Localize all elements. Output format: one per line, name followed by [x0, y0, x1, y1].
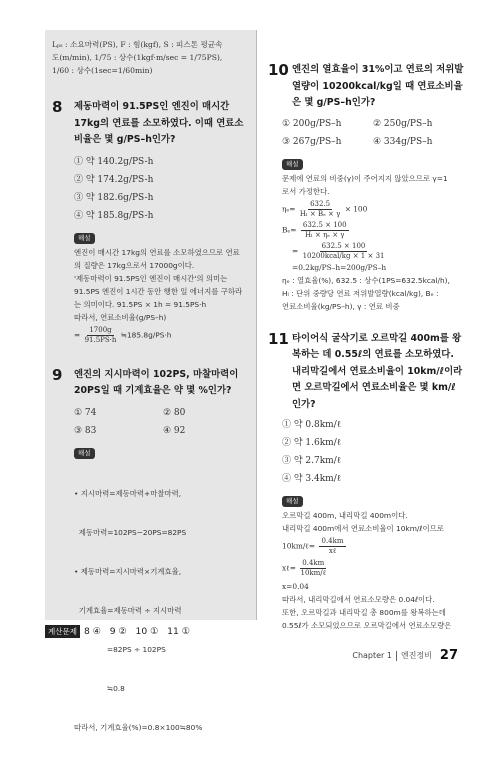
- solution-line: 는 의미이다. 91.5PS × 1h = 91.5PS·h: [74, 299, 207, 309]
- right-column: [268, 62, 464, 632]
- question-number: 10: [268, 61, 289, 79]
- solution-line: 제동마력=102PS−20PS=82PS: [74, 527, 187, 537]
- equation-1: [282, 537, 464, 556]
- solution-line: 의 질량은 17kg으로서 17000g이다.: [74, 260, 195, 270]
- solution-line: ηₑ : 열효율(%), 632.5 : 상수(1PS=632.5kcal/h),: [282, 275, 450, 285]
- fraction-numerator: 1700g: [89, 325, 112, 334]
- question-10: [268, 62, 464, 313]
- solution-line: 기계효율=제동마력 ÷ 지시마력: [74, 605, 182, 615]
- question-text: 제동마력이 91.5PS인 엔진이 매시간 17kg의 연료를 소모하였다. 이때 연료소비율은 몇 g/PS–h인가?: [74, 101, 244, 145]
- solution-line: '제동마력이 91.5PS인 엔진이 매시간'의 의미는: [74, 273, 228, 283]
- fraction: [300, 559, 326, 578]
- solution-line: ≒0.8: [74, 683, 125, 693]
- eq-right: × 100: [344, 204, 368, 213]
- option-2[interactable]: ② 약 174.2g/PS-h: [74, 174, 154, 185]
- solution-text: [282, 509, 464, 632]
- solution-badge: 해설: [74, 448, 95, 459]
- answer-key: [45, 625, 190, 638]
- solution-line: 엔진이 매시간 17kg의 연료를 소모하였으므로 연료: [74, 247, 240, 257]
- option-4[interactable]: ④ 약 185.8g/PS-h: [74, 210, 154, 221]
- option-4[interactable]: ④ 334g/PS–h: [373, 136, 433, 147]
- fraction-numerator: 632.5 × 100: [321, 241, 366, 250]
- solution-line: 따라서, 연료소비율(g/PS–h): [74, 312, 167, 322]
- question-number: 8: [52, 98, 63, 116]
- fraction-denominator: 91.5PS·h: [84, 335, 117, 344]
- question-number: 9: [52, 365, 63, 384]
- solution-text: [282, 172, 464, 313]
- equation-2: [282, 559, 464, 578]
- fraction-denominator: Hₗ × ηₑ × γ: [304, 230, 345, 239]
- fraction-denominator: 10km/ℓ: [300, 569, 327, 577]
- solution-line: 91.5PS 엔진이 1시간 동안 행한 일 에너지를 구하라: [74, 286, 243, 296]
- fraction-denominator: xℓ: [328, 547, 337, 555]
- solution-line: 또한, 오르막길과 내리막길 총 800m를 왕복하는데: [282, 608, 446, 617]
- option-4[interactable]: ④ 약 3.4km/ℓ: [282, 474, 342, 484]
- equation-3: [282, 242, 464, 261]
- fraction-numerator: 632.5: [310, 199, 331, 208]
- page-footer: [352, 648, 458, 663]
- question-9: [52, 367, 252, 760]
- section-label: 엔진정비: [400, 651, 432, 660]
- solution-line: Hₗ : 단위 중량당 연료 저위발열량(kcal/kg), Bₑ :: [282, 288, 439, 298]
- page-number: 27: [439, 648, 458, 663]
- option-2[interactable]: ② 250g/PS–h: [373, 118, 433, 129]
- intro-line: 도(m/min), 1/75 : 상수(1kgf·m/sec = 1/75PS),: [52, 53, 223, 62]
- option-3[interactable]: ③ 267g/PS–h: [282, 136, 342, 147]
- option-1[interactable]: ① 200g/PS–h: [282, 118, 342, 129]
- fraction: [303, 242, 385, 261]
- fraction: [301, 221, 349, 240]
- solution-line: 내리막길 400m에서 연료소비율이 10km/ℓ이므로: [282, 524, 444, 533]
- solution-equation: [74, 326, 252, 345]
- answer-key-text: 8 ④ 9 ② 10 ① 11 ①: [83, 626, 190, 637]
- footer-divider: [396, 651, 397, 661]
- option-1[interactable]: ① 약 140.2g/PS-h: [74, 156, 154, 167]
- equation-4: =0.2kg/PS–h=200g/PS–h: [292, 262, 387, 272]
- option-3[interactable]: ③ 약 182.6g/PS-h: [74, 192, 154, 203]
- column-divider: [256, 30, 257, 620]
- question-number: 11: [268, 329, 289, 348]
- solution-line: • 지시마력=제동마력+마찰마력,: [74, 488, 182, 498]
- option-2[interactable]: ② 약 1.6km/ℓ: [282, 438, 342, 448]
- left-column: [52, 38, 252, 760]
- solution-text: [74, 246, 252, 345]
- solution-line: 문제에 연료의 비중(γ)이 주어지지 않았으므로 γ=1: [282, 173, 448, 183]
- option-1[interactable]: ① 약 0.8km/ℓ: [282, 420, 342, 430]
- answer-key-tag: 계산문제: [45, 625, 80, 638]
- solution-line: 오르막길 400m, 내리막길 400m이다.: [282, 511, 408, 520]
- eq-suffix: ≒185.8g/PS·h: [120, 330, 172, 339]
- eq-left: ηₑ=: [282, 204, 296, 213]
- fraction-denominator: 10200kcal/kg × 1 × 31: [302, 251, 385, 260]
- question-11: [268, 331, 464, 633]
- eq-prefix: =: [74, 330, 81, 339]
- solution-line: 따라서, 기계효율(%)=0.8×100≒80%: [74, 722, 203, 732]
- question-text: 엔진의 열효율이 31%이고 연료의 저위발열량이 10200kcal/kg일 때 연료소비율은 몇 g/PS–h인가?: [292, 64, 464, 108]
- solution-badge: 해설: [282, 496, 303, 507]
- option-3[interactable]: ③ 83: [74, 425, 97, 436]
- solution-line: =82PS ÷ 102PS: [74, 644, 166, 654]
- eq-left: Bₑ=: [282, 225, 297, 234]
- fraction-numerator: 632.5 × 100: [302, 220, 347, 229]
- solution-line: 따라서, 내리막길에서 연료소모량은 0.04ℓ이다.: [282, 595, 435, 604]
- solution-text: [74, 461, 252, 760]
- question-text: 타이어식 굴삭기로 오르막길 400m를 왕복하는 데 0.55ℓ의 연료를 소모하였다. 내리막길에서 연료소비율이 10km/ℓ이라면 오르막길에서 연료소비율은 몇 km/ℓ인가?: [292, 332, 463, 410]
- equation-2: [282, 221, 464, 240]
- solution-line: 연료소비율(kg/PS–h), γ : 연료 비중: [282, 301, 400, 311]
- equation-1: [282, 200, 464, 219]
- solution-line: 0.55ℓ가 소모되었으므로 오르막길에서 연료소모량은: [282, 621, 452, 630]
- fraction-numerator: 0.4km: [321, 537, 344, 545]
- intro-note: [52, 38, 252, 77]
- eq-left: 10km/ℓ=: [282, 541, 316, 551]
- question-8: [52, 99, 252, 345]
- solution-badge: 해설: [74, 233, 95, 244]
- equation-3: x=0.04: [282, 582, 309, 591]
- solution-line: • 제동마력=지시마력×기계효율,: [74, 566, 182, 576]
- solution-badge: 해설: [282, 159, 303, 170]
- intro-line: Lₚₛ : 소요마력(PS), F : 힘(kgf), S : 피스톤 평균속: [52, 40, 223, 49]
- chapter-label: Chapter 1: [352, 651, 392, 660]
- intro-line: 1/60 : 상수(1sec=1/60min): [52, 66, 153, 75]
- eq-left: =: [292, 246, 299, 255]
- question-text: 엔진의 지시마력이 102PS, 마찰마력이 20PS일 때 기계효율은 약 몇 %인가?: [74, 368, 239, 396]
- fraction: [85, 326, 117, 345]
- option-1[interactable]: ① 74: [74, 407, 97, 418]
- fraction-denominator: Hₗ × Bₑ × γ: [299, 209, 341, 218]
- option-2[interactable]: ② 80: [163, 407, 186, 418]
- fraction: [319, 537, 345, 556]
- eq-left: xℓ=: [282, 563, 296, 573]
- option-4[interactable]: ④ 92: [163, 425, 186, 436]
- fraction-numerator: 0.4km: [302, 559, 325, 567]
- solution-line: 로서 가정한다.: [282, 186, 330, 196]
- option-3[interactable]: ③ 약 2.7km/ℓ: [282, 456, 342, 466]
- fraction: [300, 200, 340, 219]
